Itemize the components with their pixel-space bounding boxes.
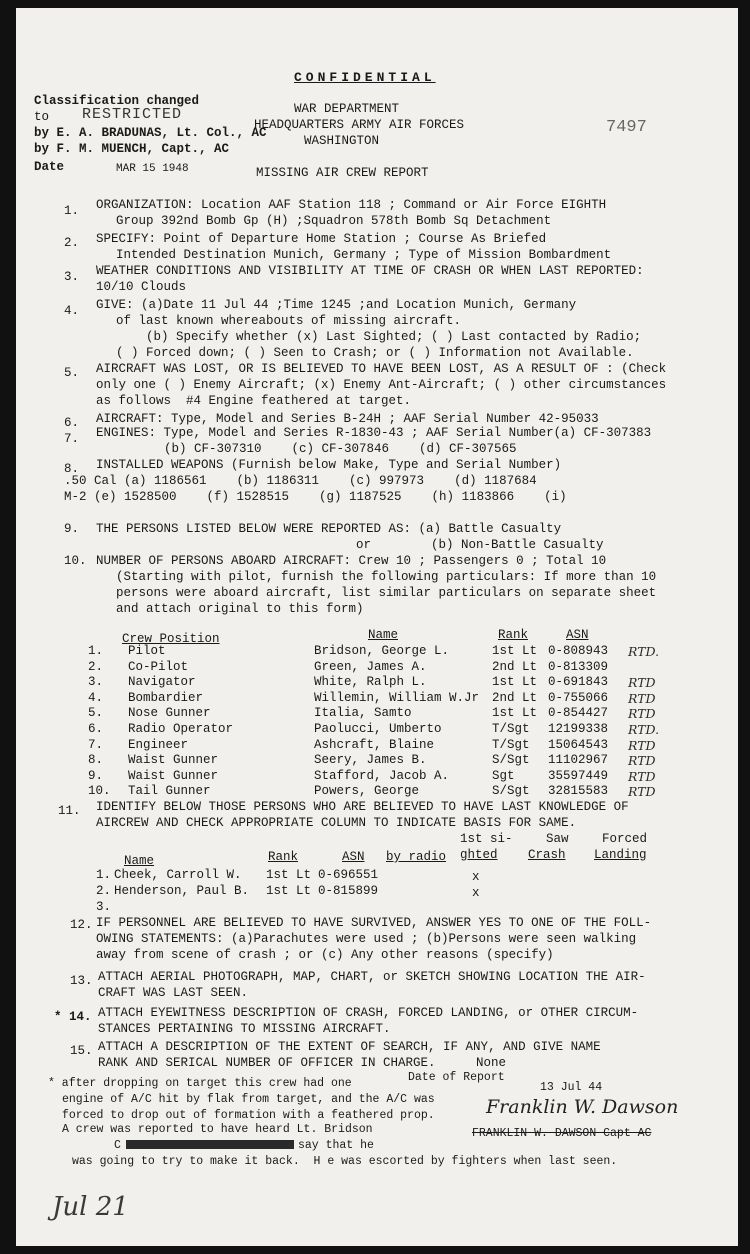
- crew-rtd-note: RTD: [628, 753, 656, 769]
- date-label: Date: [34, 160, 65, 174]
- signature-typed-name: FRANKLIN W. DAWSON Capt AC: [472, 1127, 652, 1140]
- item-13-line1: ATTACH AERIAL PHOTOGRAPH, MAP, CHART, or SKETCH SHOWING LOCATION THE AIR-: [98, 970, 646, 984]
- footnote-line2: engine of A/C hit by flak from target, and the A/C was: [62, 1093, 435, 1106]
- item-11-forced-header-2: Landing: [594, 848, 647, 862]
- item-10-line1: NUMBER OF PERSONS ABOARD AIRCRAFT: Crew 10 ; Passengers 0 ; Total 10: [96, 554, 607, 568]
- crew-rtd-note: RTD: [628, 690, 656, 706]
- crew-asn: 12199338: [548, 721, 609, 736]
- witness-row-number: 2.: [96, 884, 112, 898]
- item-11-sighted-header-1: 1st si-: [460, 832, 513, 846]
- crew-asn: 0-691843: [548, 675, 609, 690]
- crew-asn: 15064543: [548, 737, 609, 752]
- crew-table: [88, 644, 659, 800]
- item-14-line1: ATTACH EYEWITNESS DESCRIPTION OF CRASH, FORCED LANDING, or OTHER CIRCUM-: [98, 1006, 639, 1020]
- crew-asn: 0-808943: [548, 644, 609, 658]
- crew-rtd-note: RTD: [628, 768, 656, 784]
- witness-rank: 1st Lt: [266, 884, 312, 898]
- table-row: [88, 753, 659, 769]
- classification-label: Classification changed: [34, 94, 200, 108]
- item-8-line1: INSTALLED WEAPONS (Furnish below Make, Type and Serial Number): [96, 458, 562, 472]
- crew-position: Pilot: [128, 644, 166, 658]
- item-10-line4: and attach original to this form): [116, 602, 364, 616]
- item-11-sighted-header-2: ghted: [460, 848, 498, 862]
- item-5-number: 5.: [64, 366, 80, 380]
- crew-rank-header: Rank: [498, 628, 529, 642]
- item-11-name-header: Name: [124, 854, 155, 868]
- headquarters: HEADQUARTERS ARMY AIR FORCES: [254, 118, 465, 132]
- item-1-line1: ORGANIZATION: Location AAF Station 118 ; Command or Air Force EIGHTH: [96, 198, 607, 212]
- crew-asn: 0-755066: [548, 690, 609, 705]
- changed-by-1: by E. A. BRADUNAS, Lt. Col., AC: [34, 126, 267, 140]
- handwritten-date: Jul 21: [52, 1192, 129, 1222]
- crew-position: Tail Gunner: [128, 784, 211, 799]
- item-8-number: 8.: [64, 462, 80, 476]
- to-label: to: [34, 110, 50, 124]
- crew-position: Co-Pilot: [128, 659, 189, 674]
- crew-position: Navigator: [128, 675, 196, 690]
- crew-asn: 32815583: [548, 784, 609, 799]
- crew-rank: 1st Lt: [492, 706, 538, 721]
- item-7-line1: ENGINES: Type, Model and Series R-1830-43 ; AAF Serial Number(a) CF-307383: [96, 426, 652, 440]
- witness-asn: 0-815899: [318, 884, 379, 898]
- crew-position: Engineer: [128, 737, 189, 752]
- item-9-line1: THE PERSONS LISTED BELOW WERE REPORTED AS: (a) Battle Casualty: [96, 522, 562, 536]
- crew-row-number: 3.: [88, 675, 104, 690]
- item-10-line2: (Starting with pilot, furnish the following particulars: If more than 10: [116, 570, 657, 584]
- restricted-stamp: RESTRICTED: [82, 106, 183, 123]
- table-row: [88, 722, 659, 738]
- item-1-number: 1.: [64, 204, 80, 218]
- table-row: [88, 738, 659, 754]
- item-12-number: 12.: [70, 918, 93, 932]
- item-3-line2: 10/10 Clouds: [96, 280, 187, 294]
- table-row: [88, 644, 659, 660]
- table-row: [88, 675, 659, 691]
- crew-position: Radio Operator: [128, 721, 234, 736]
- item-11-number: 11.: [58, 804, 81, 818]
- report-number: 7497: [606, 118, 647, 137]
- item-11-radio-header: by radio: [386, 850, 447, 864]
- washington: WASHINGTON: [304, 134, 380, 148]
- item-4-line1: GIVE: (a)Date 11 Jul 44 ;Time 1245 ;and Location Munich, Germany: [96, 298, 577, 312]
- crew-rtd-note: RTD: [628, 706, 656, 722]
- crew-name: Powers, George: [314, 784, 420, 799]
- item-2-number: 2.: [64, 236, 80, 250]
- report-title: MISSING AIR CREW REPORT: [256, 166, 429, 180]
- item-4-line3: (b) Specify whether (x) Last Sighted; ( ) Last contacted by Radio;: [146, 330, 642, 344]
- crew-rank: S/Sgt: [492, 753, 530, 768]
- item-6-number: 6.: [64, 416, 80, 430]
- item-12-line2: OWING STATEMENTS: (a)Parachutes were used ; (b)Persons were seen walking: [96, 932, 637, 946]
- crew-name: Green, James A.: [314, 659, 427, 674]
- crew-name: Stafford, Jacob A.: [314, 768, 450, 783]
- witness-name: Henderson, Paul B.: [114, 884, 250, 898]
- crew-name: Willemin, William W.Jr: [314, 690, 480, 705]
- table-row: [88, 691, 659, 707]
- crew-asn: 11102967: [548, 753, 609, 768]
- item-11-forced-header-1: Forced: [602, 832, 648, 846]
- crew-rtd-note: RTD: [628, 737, 656, 753]
- item-13-number: 13.: [70, 974, 93, 988]
- item-5-line1: AIRCRAFT WAS LOST, OR IS BELIEVED TO HAVE BEEN LOST, AS A RESULT OF : (Check: [96, 362, 667, 376]
- crew-asn-header: ASN: [566, 628, 589, 642]
- date-stamp: MAR 15 1948: [116, 163, 189, 175]
- war-department: WAR DEPARTMENT: [294, 102, 400, 116]
- crew-row-number: 1.: [88, 644, 104, 658]
- item-11-asn-header: ASN: [342, 850, 365, 864]
- crew-asn: 35597449: [548, 768, 609, 783]
- crew-rank: 2nd Lt: [492, 659, 538, 674]
- crew-rtd-note: RTD.: [628, 721, 660, 737]
- crew-name: Bridson, George L.: [314, 644, 450, 658]
- crew-asn: 0-813309: [548, 659, 609, 674]
- item-14-line2: STANCES PERTAINING TO MISSING AIRCRAFT.: [98, 1022, 391, 1036]
- footnote-line5-prefix: C: [114, 1139, 121, 1152]
- item-13-line2: CRAFT WAS LAST SEEN.: [98, 986, 249, 1000]
- item-11-rank-header: Rank: [268, 850, 299, 864]
- crew-position-header: Crew Position: [122, 632, 220, 646]
- footnote-line3: forced to drop out of formation with a feathered prop.: [62, 1109, 435, 1122]
- table-row: [88, 784, 659, 800]
- crew-rank: Sgt: [492, 768, 515, 783]
- item-3-number: 3.: [64, 270, 80, 284]
- crew-row-number: 9.: [88, 768, 104, 783]
- table-row: [88, 706, 659, 722]
- item-11-saw-header-1: Saw: [546, 832, 569, 846]
- item-12-line1: IF PERSONNEL ARE BELIEVED TO HAVE SURVIVED, ANSWER YES TO ONE OF THE FOLL-: [96, 916, 652, 930]
- item-4-line4: ( ) Forced down; ( ) Seen to Crash; or ( ) Information not Available.: [116, 346, 634, 360]
- item-4-number: 4.: [64, 304, 80, 318]
- item-11-line2: AIRCREW AND CHECK APPROPRIATE COLUMN TO INDICATE BASIS FOR SAME.: [96, 816, 577, 830]
- crew-row-number: 4.: [88, 690, 104, 705]
- crew-rtd-note: [628, 660, 659, 676]
- item-7-line2: (b) CF-307310 (c) CF-307846 (d) CF-307565: [164, 442, 517, 456]
- item-15-number: 15.: [70, 1044, 93, 1058]
- item-5-line3: as follows #4 Engine feathered at target.: [96, 394, 412, 408]
- crew-row-number: 8.: [88, 753, 104, 768]
- crew-name-header: Name: [368, 628, 399, 642]
- crew-position: Nose Gunner: [128, 706, 211, 721]
- footnote-line4: A crew was reported to have heard Lt. Bridson: [62, 1123, 373, 1136]
- item-15-line1: ATTACH A DESCRIPTION OF THE EXTENT OF SEARCH, IF ANY, AND GIVE NAME: [98, 1040, 601, 1054]
- crew-position: Waist Gunner: [128, 768, 219, 783]
- item-14-number: * 14.: [54, 1010, 92, 1024]
- footnote-line5: say that he: [298, 1139, 374, 1152]
- item-2-line1: SPECIFY: Point of Departure Home Station ; Course As Briefed: [96, 232, 547, 246]
- item-9-number: 9.: [64, 522, 80, 536]
- item-9-line2: or (b) Non-Battle Casualty: [356, 538, 604, 552]
- crew-rank: T/Sgt: [492, 721, 530, 736]
- redacted-bar: [126, 1140, 294, 1149]
- item-15-officer-value: None: [476, 1056, 507, 1070]
- crew-position: Waist Gunner: [128, 753, 219, 768]
- document-page: [16, 8, 738, 1246]
- confidential-heading: CONFIDENTIAL: [294, 70, 436, 85]
- item-2-line2: Intended Destination Munich, Germany ; Type of Mission Bombardment: [116, 248, 612, 262]
- item-8-line2: .50 Cal (a) 1186561 (b) 1186311 (c) 997973 (d) 1187684: [64, 474, 537, 488]
- table-row: [88, 660, 659, 676]
- item-5-line2: only one ( ) Enemy Aircraft; (x) Enemy Ant-Aircraft; ( ) other circumstances: [96, 378, 667, 392]
- date-of-report: 13 Jul 44: [540, 1081, 603, 1094]
- crew-asn: 0-854427: [548, 706, 609, 721]
- crew-name: Italia, Samto: [314, 706, 412, 721]
- item-10-line3: persons were aboard aircraft, list similar particulars on separate sheet: [116, 586, 657, 600]
- crew-rank: 1st Lt: [492, 675, 538, 690]
- item-11-saw-header-2: Crash: [528, 848, 566, 862]
- crew-rank: T/Sgt: [492, 737, 530, 752]
- crew-rtd-note: RTD: [628, 784, 656, 800]
- crew-name: White, Ralph L.: [314, 675, 427, 690]
- witness-row-number: 1.: [96, 868, 112, 882]
- crew-rtd-note: RTD.: [628, 644, 660, 659]
- witness-name: Cheek, Carroll W.: [114, 868, 242, 882]
- item-4-line2: of last known whereabouts of missing aircraft.: [116, 314, 462, 328]
- crew-name: Paolucci, Umberto: [314, 721, 442, 736]
- item-15-line2: RANK AND SERICAL NUMBER OF OFFICER IN CHARGE.: [98, 1056, 436, 1070]
- crew-rank: S/Sgt: [492, 784, 530, 799]
- witness-rank: 1st Lt: [266, 868, 312, 882]
- crew-rank: 2nd Lt: [492, 690, 538, 705]
- item-7-number: 7.: [64, 432, 80, 446]
- crew-name: Ashcraft, Blaine: [314, 737, 435, 752]
- item-6-line1: AIRCRAFT: Type, Model and Series B-24H ; AAF Serial Number 42-95033: [96, 412, 599, 426]
- witness-row-number: 3.: [96, 900, 112, 914]
- item-10-number: 10.: [64, 554, 87, 568]
- item-8-line3: M-2 (e) 1528500 (f) 1528515 (g) 1187525 (h) 1183866 (i): [64, 490, 567, 504]
- footnote-line1: * after dropping on target this crew had one: [48, 1077, 352, 1090]
- witness-sighted-mark: x: [472, 886, 480, 900]
- crew-name: Seery, James B.: [314, 753, 427, 768]
- item-3-line1: WEATHER CONDITIONS AND VISIBILITY AT TIME OF CRASH OR WHEN LAST REPORTED:: [96, 264, 644, 278]
- item-1-line2: Group 392nd Bomb Gp (H) ;Squadron 578th Bomb Sq Detachment: [116, 214, 552, 228]
- crew-row-number: 2.: [88, 659, 104, 674]
- item-11-line1: IDENTIFY BELOW THOSE PERSONS WHO ARE BELIEVED TO HAVE LAST KNOWLEDGE OF: [96, 800, 629, 814]
- crew-row-number: 5.: [88, 706, 104, 721]
- crew-row-number: 7.: [88, 737, 104, 752]
- signature: Franklin W. Dawson: [486, 1096, 679, 1118]
- changed-by-2: by F. M. MUENCH, Capt., AC: [34, 142, 230, 156]
- crew-row-number: 6.: [88, 721, 104, 736]
- table-row: [88, 769, 659, 785]
- crew-rank: 1st Lt: [492, 644, 538, 658]
- crew-row-number: 10.: [88, 784, 111, 799]
- witness-asn: 0-696551: [318, 868, 379, 882]
- crew-position: Bombardier: [128, 690, 204, 705]
- crew-rtd-note: RTD: [628, 675, 656, 691]
- footnote-line6: was going to try to make it back. H e was escorted by fighters when last seen.: [72, 1155, 618, 1168]
- date-of-report-label: Date of Report: [408, 1071, 505, 1084]
- witness-sighted-mark: x: [472, 870, 480, 884]
- item-12-line3: away from scene of crash ; or (c) Any other reasons (specify): [96, 948, 554, 962]
